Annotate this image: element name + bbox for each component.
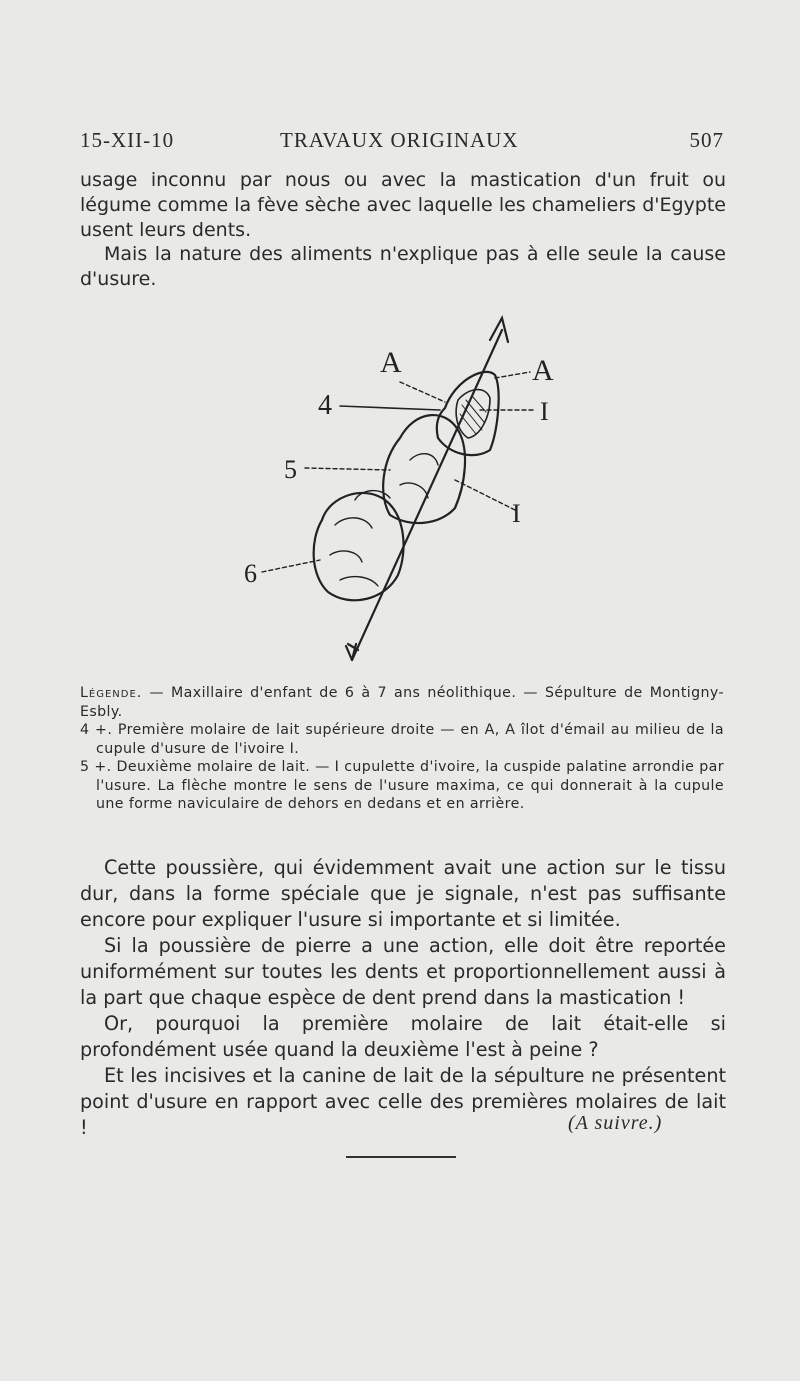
first-molar-outline bbox=[437, 372, 499, 455]
label-4: 4 bbox=[318, 390, 332, 421]
running-header bbox=[80, 128, 724, 158]
legend-label: Légende. bbox=[80, 685, 143, 701]
header-date: 15-XII-10 bbox=[80, 128, 175, 152]
label-i-bottom: I bbox=[512, 499, 521, 528]
label-a-right: A bbox=[532, 354, 554, 387]
paragraph: Or, pourquoi la première molaire de lait était-elle si profondément usée quand la deuxième l'est à peine ? bbox=[80, 1012, 726, 1061]
second-molar-outline bbox=[383, 415, 465, 523]
paragraph: Et les incisives et la canine de lait de la sépulture ne présentent point d'usure en rapport avec celle des premières molaires de lait ! bbox=[80, 1064, 726, 1139]
label-5: 5 bbox=[284, 455, 297, 484]
label-a-left: A bbox=[380, 346, 402, 379]
paragraph: usage inconnu par nous ou avec la mastication d'un fruit ou légume comme la fève sèche avec laquelle les chameliers d'Egypte usent leurs dents. bbox=[80, 169, 726, 241]
body-text bbox=[80, 855, 726, 1141]
paragraph: Si la poussière de pierre a une action, elle doit être reportée uniformément sur toutes les dents et proportionnellement aussi à la part que chaque espèce de dent prend dans la mastication ! bbox=[80, 934, 726, 1009]
tooth-drawing bbox=[240, 310, 570, 680]
legend-item-5: 5 +. Deuxième molaire de lait. — I cupulette d'ivoire, la cuspide palatine arrondie par l'usure. La flèche montre le sens de l'usure maxima, ce qui donnerait à la cupule une forme naviculaire de dehors en dedans et en arrière. bbox=[80, 759, 724, 812]
page-number: 507 bbox=[689, 128, 724, 152]
figure-legend bbox=[80, 684, 724, 814]
paragraph: Mais la nature des aliments n'explique pas à elle seule la cause d'usure. bbox=[80, 243, 726, 290]
to-be-continued: (A suivre.) bbox=[568, 1112, 663, 1134]
label-6: 6 bbox=[244, 559, 257, 588]
paragraph: Cette poussière, qui évidemment avait une action sur le tissu dur, dans la forme spéciale que je signale, n'est pas suffisante encore pour expliquer l'usure si importante et si limitée. bbox=[80, 856, 726, 931]
legend-intro: — Maxillaire d'enfant de 6 à 7 ans néolithique. — Sépulture de Montigny-Esbly. bbox=[80, 685, 724, 720]
end-rule bbox=[346, 1156, 456, 1158]
header-title: TRAVAUX ORIGINAUX bbox=[280, 128, 519, 152]
third-tooth-outline bbox=[314, 493, 404, 600]
legend-item-4: 4 +. Première molaire de lait supérieure droite — en A, A îlot d'émail au milieu de la cupule d'usure de l'ivoire I. bbox=[80, 722, 724, 757]
label-i-top: I bbox=[540, 397, 549, 426]
